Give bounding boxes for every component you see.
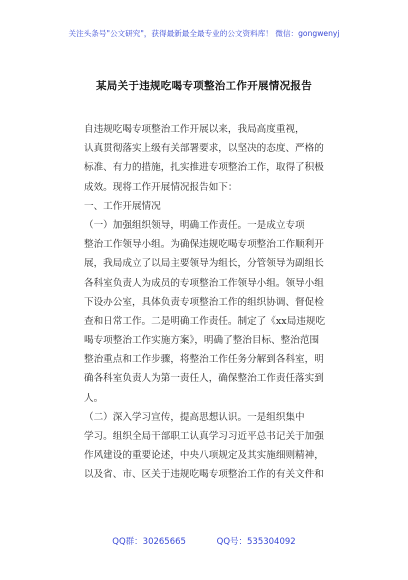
body-line: 确各科室负责人为第一责任人，确保整治工作责任落实到: [84, 373, 324, 385]
body-line: 作风建设的重要论述，中央八项规定及其实施细则精神，: [84, 450, 324, 462]
body-line: （一）加强组织领导，明确工作责任。一是成立专项: [84, 219, 305, 231]
section-heading: 一、工作开展情况: [84, 200, 161, 212]
body-line: 查和日常工作。二是明确工作责任。制定了《xx局违规吃: [84, 315, 326, 327]
document-body: [84, 120, 336, 485]
body-line: 整治重点和工作步骤，将整治工作任务分解到各科室，明: [84, 354, 324, 366]
qq-group-label: QQ群：30265665: [112, 537, 186, 547]
body-line: （二）深入学习宣传，提高思想认识。一是组织集中: [84, 411, 305, 423]
body-line: 人。: [84, 392, 104, 404]
body-line: 标准、有力的措施，扎实推进专项整治工作，取得了积极: [84, 162, 324, 174]
body-line: 整治工作领导小组。为确保违规吃喝专项整治工作顺利开: [84, 239, 324, 251]
document-title: 某局关于违规吃喝专项整治工作开展情况报告: [96, 80, 312, 92]
qq-number-label: QQ号：535304092: [216, 537, 296, 547]
body-line: 成效。现将工作开展情况报告如下：: [84, 181, 238, 193]
body-line: 喝专项整治工作实施方案》，明确了整治目标、整治范围: [84, 335, 320, 347]
body-line: 各科室负责人为成员的专项整治工作领导小组。领导小组: [84, 277, 324, 289]
body-line: 自违规吃喝专项整治工作开展以来，我局高度重视，: [84, 124, 305, 135]
body-line: 下设办公室，具体负责专项整治工作的组织协调、督促检: [84, 296, 324, 308]
body-line: 展，我局成立了以局主要领导为组长，分管领导为副组长: [84, 258, 324, 270]
promo-banner: 关注头条号"公文研究"，获得最新最全最专业的公文资料库！ 微信：gongwenyj: [68, 29, 340, 38]
body-line: 学习。组织全局干部职工认真学习习近平总书记关于加强: [84, 431, 324, 442]
body-line: 以及省、市、区关于违规吃喝专项整治工作的有关文件和: [84, 469, 324, 481]
body-line: 认真贯彻落实上级有关部署要求，以坚决的态度、严格的: [84, 143, 324, 155]
footer-contacts: [0, 535, 408, 547]
